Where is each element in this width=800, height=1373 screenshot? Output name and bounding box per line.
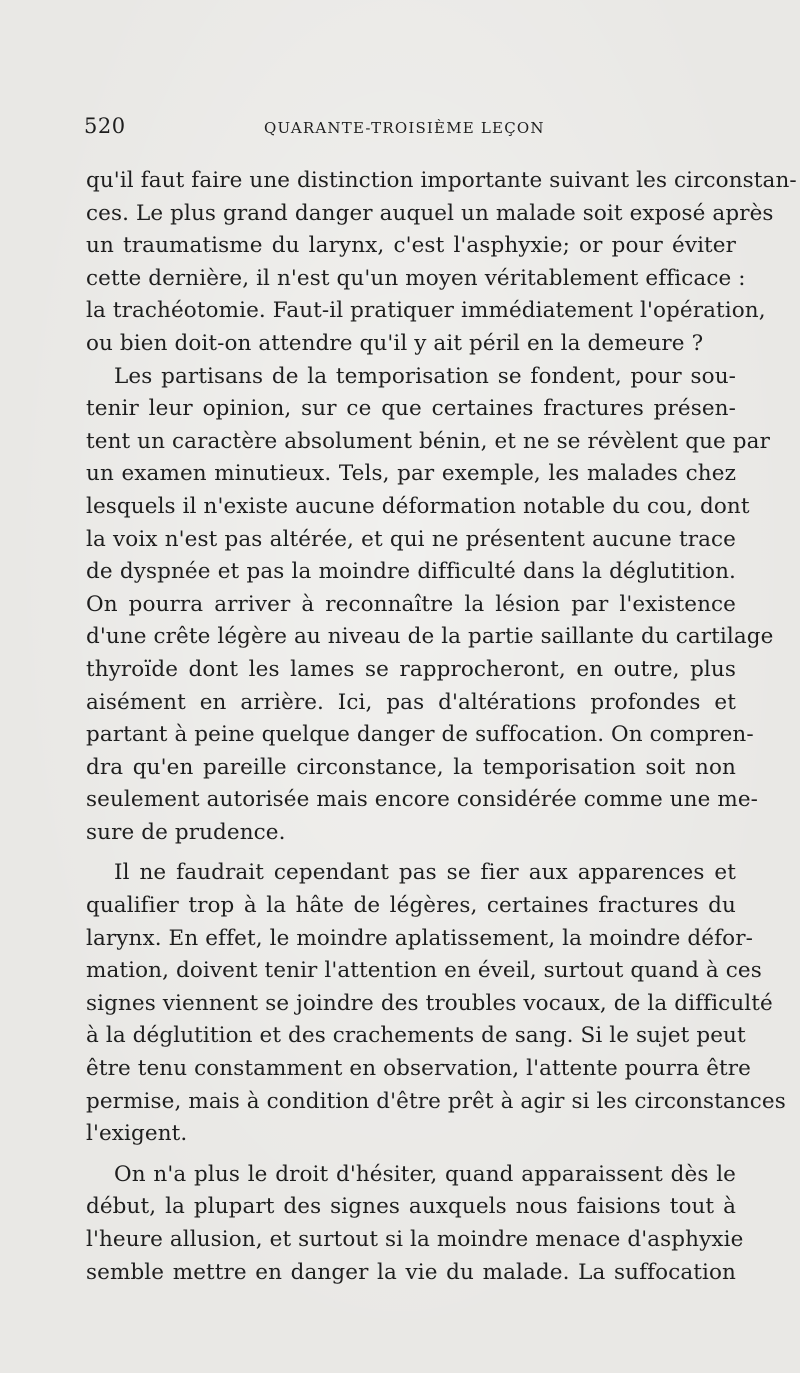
paragraph xyxy=(86,361,774,850)
text-line: de dyspnée et pas la moindre difficulté dans la déglutition. xyxy=(86,559,736,585)
paragraph xyxy=(86,165,797,361)
text-line: l'exigent. xyxy=(86,1121,188,1147)
paragraph xyxy=(86,857,786,1150)
text-line: être tenu constamment en observation, l'attente pourra être xyxy=(86,1056,751,1082)
text-line: On pourra arriver à reconnaître la lésion par l'existence xyxy=(86,591,736,617)
text-line: début, la plupart des signes auxquels nous faisions tout à xyxy=(86,1194,736,1220)
text-line: un traumatisme du larynx, c'est l'asphyxie; or pour éviter xyxy=(86,233,736,259)
body-text xyxy=(86,165,797,1289)
running-title: QUARANTE-TROISIÈME LEÇON xyxy=(264,119,545,137)
text-line: seulement autorisée mais encore considérée comme une me- xyxy=(86,787,759,813)
text-line: la trachéotomie. Faut-il pratiquer immédiatement l'opération, xyxy=(86,298,766,324)
text-line: ces. Le plus grand danger auquel un malade soit exposé après xyxy=(86,200,774,226)
text-line: ou bien doit-on attendre qu'il y ait péril en la demeure ? xyxy=(86,330,704,356)
text-line: On n'a plus le droit d'hésiter, quand apparaissent dès le xyxy=(114,1161,736,1187)
text-line: larynx. En effet, le moindre aplatissement, la moindre défor- xyxy=(86,925,753,951)
text-line: dra qu'en pareille circonstance, la temporisation soit non xyxy=(86,754,736,780)
text-line: qu'il faut faire une distinction importante suivant les circonstan- xyxy=(86,168,797,193)
text-line: un examen minutieux. Tels, par exemple, les malades chez xyxy=(86,461,736,487)
text-line: lesquels il n'existe aucune déformation notable du cou, dont xyxy=(86,493,750,519)
page-number: 520 xyxy=(84,114,126,138)
text-line: tenir leur opinion, sur ce que certaines fractures présen- xyxy=(86,396,736,422)
text-line: semble mettre en danger la vie du malade. La suffocation xyxy=(86,1259,736,1285)
text-line: mation, doivent tenir l'attention en éveil, surtout quand à ces xyxy=(86,958,762,984)
text-line: partant à peine quelque danger de suffocation. On compren- xyxy=(86,722,754,748)
text-line: sure de prudence. xyxy=(86,819,286,845)
text-line: cette dernière, il n'est qu'un moyen véritablement efficace : xyxy=(86,265,746,291)
page-header xyxy=(84,114,734,146)
paragraph-gap xyxy=(86,849,736,857)
paragraph xyxy=(86,1159,744,1289)
text-line: Les partisans de la temporisation se fondent, pour sou- xyxy=(114,363,736,389)
text-line: signes viennent se joindre des troubles vocaux, de la difficulté xyxy=(86,990,773,1016)
text-line: l'heure allusion, et surtout si la moindre menace d'asphyxie xyxy=(86,1227,744,1252)
text-line: Il ne faudrait cependant pas se fier aux apparences et xyxy=(114,860,736,886)
text-line: à la déglutition et des crachements de sang. Si le sujet peut xyxy=(86,1023,746,1049)
text-line: aisément en arrière. Ici, pas d'altérations profondes et xyxy=(86,689,736,715)
text-line: qualifier trop à la hâte de légères, certaines fractures du xyxy=(86,893,736,919)
text-line: thyroïde dont les lames se rapprocheront, en outre, plus xyxy=(86,656,736,682)
paragraph-gap xyxy=(86,1151,736,1159)
text-line: d'une crête légère au niveau de la partie saillante du cartilage xyxy=(86,624,774,650)
text-line: permise, mais à condition d'être prêt à agir si les circonstances xyxy=(86,1088,786,1114)
text-line: tent un caractère absolument bénin, et ne se révèlent que par xyxy=(86,428,770,454)
text-line: la voix n'est pas altérée, et qui ne présentent aucune trace xyxy=(86,526,736,552)
